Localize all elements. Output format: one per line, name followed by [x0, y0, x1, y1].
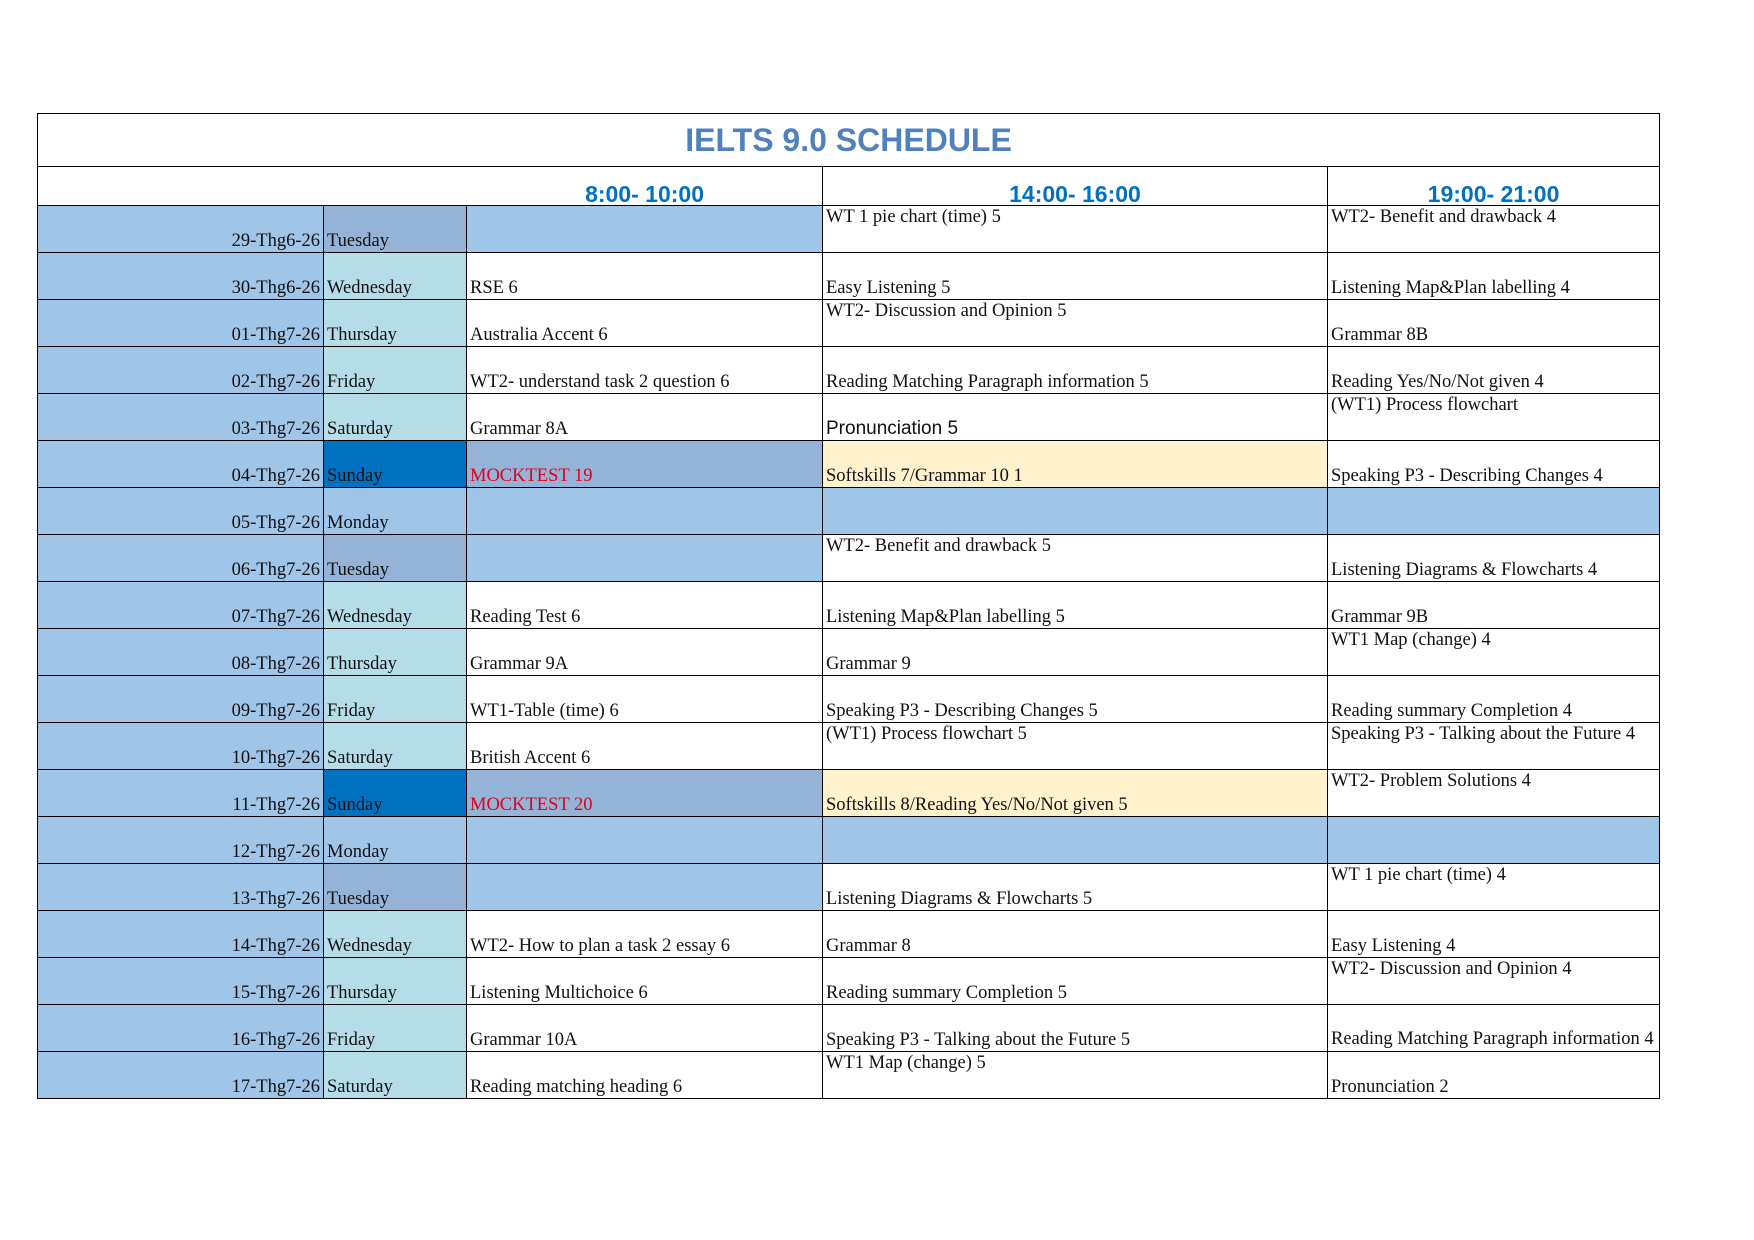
weekday-cell: Thursday	[324, 300, 467, 347]
session-morning	[467, 817, 823, 864]
session-morning: British Accent 6	[467, 723, 823, 770]
session-evening: Pronunciation 2	[1328, 1052, 1660, 1099]
weekday-cell: Tuesday	[324, 206, 467, 253]
session-morning: Reading matching heading 6	[467, 1052, 823, 1099]
date-cell: 15-Thg7-26	[38, 958, 324, 1005]
date-cell: 16-Thg7-26	[38, 1005, 324, 1052]
session-evening: Reading summary Completion 4	[1328, 676, 1660, 723]
schedule-row	[38, 394, 1660, 441]
schedule-body	[38, 114, 1660, 1099]
schedule-row	[38, 676, 1660, 723]
session-morning: MOCKTEST 20	[467, 770, 823, 817]
date-cell: 06-Thg7-26	[38, 535, 324, 582]
schedule-row	[38, 723, 1660, 770]
session-evening: Listening Map&Plan labelling 4	[1328, 253, 1660, 300]
session-morning: Reading Test 6	[467, 582, 823, 629]
weekday-cell: Sunday	[324, 770, 467, 817]
session-morning: WT1-Table (time) 6	[467, 676, 823, 723]
session-evening: Grammar 8B	[1328, 300, 1660, 347]
date-cell: 09-Thg7-26	[38, 676, 324, 723]
schedule-row	[38, 347, 1660, 394]
session-afternoon: WT2- Benefit and drawback 5	[823, 535, 1328, 582]
session-evening: WT 1 pie chart (time) 4	[1328, 864, 1660, 911]
session-evening: WT2- Problem Solutions 4	[1328, 770, 1660, 817]
session-afternoon: WT1 Map (change) 5	[823, 1052, 1328, 1099]
session-evening: Listening Diagrams & Flowcharts 4	[1328, 535, 1660, 582]
schedule-row	[38, 958, 1660, 1005]
session-afternoon: Reading Matching Paragraph information 5	[823, 347, 1328, 394]
slot-header-morning: 8:00- 10:00	[38, 167, 823, 206]
schedule-row	[38, 253, 1660, 300]
session-morning	[467, 535, 823, 582]
slot-header-evening: 19:00- 21:00	[1328, 167, 1660, 206]
session-evening: (WT1) Process flowchart	[1328, 394, 1660, 441]
session-morning	[467, 206, 823, 253]
session-evening: Speaking P3 - Talking about the Future 4	[1328, 723, 1660, 770]
date-cell: 04-Thg7-26	[38, 441, 324, 488]
session-morning	[467, 864, 823, 911]
date-cell: 05-Thg7-26	[38, 488, 324, 535]
weekday-cell: Friday	[324, 1005, 467, 1052]
title-row	[38, 114, 1660, 167]
session-afternoon	[823, 488, 1328, 535]
date-cell: 14-Thg7-26	[38, 911, 324, 958]
session-evening: Speaking P3 - Describing Changes 4	[1328, 441, 1660, 488]
session-afternoon: Speaking P3 - Talking about the Future 5	[823, 1005, 1328, 1052]
session-evening: WT2- Discussion and Opinion 4	[1328, 958, 1660, 1005]
session-evening: Reading Matching Paragraph information 4	[1328, 1005, 1660, 1052]
session-morning	[467, 488, 823, 535]
weekday-cell: Saturday	[324, 394, 467, 441]
session-afternoon: WT2- Discussion and Opinion 5	[823, 300, 1328, 347]
schedule-row	[38, 535, 1660, 582]
session-afternoon: Grammar 9	[823, 629, 1328, 676]
schedule-title: IELTS 9.0 SCHEDULE	[38, 114, 1660, 167]
session-evening: Reading Yes/No/Not given 4	[1328, 347, 1660, 394]
session-morning: WT2- How to plan a task 2 essay 6	[467, 911, 823, 958]
session-morning: MOCKTEST 19	[467, 441, 823, 488]
weekday-cell: Tuesday	[324, 535, 467, 582]
weekday-cell: Sunday	[324, 441, 467, 488]
date-cell: 29-Thg6-26	[38, 206, 324, 253]
weekday-cell: Thursday	[324, 958, 467, 1005]
session-afternoon: Listening Diagrams & Flowcharts 5	[823, 864, 1328, 911]
date-cell: 02-Thg7-26	[38, 347, 324, 394]
schedule-row	[38, 206, 1660, 253]
session-morning: Grammar 9A	[467, 629, 823, 676]
weekday-cell: Monday	[324, 488, 467, 535]
schedule-row	[38, 488, 1660, 535]
date-cell: 12-Thg7-26	[38, 817, 324, 864]
session-afternoon: (WT1) Process flowchart 5	[823, 723, 1328, 770]
schedule-row	[38, 1005, 1660, 1052]
session-morning: Australia Accent 6	[467, 300, 823, 347]
schedule-row	[38, 582, 1660, 629]
session-morning: RSE 6	[467, 253, 823, 300]
weekday-cell: Saturday	[324, 723, 467, 770]
weekday-cell: Wednesday	[324, 911, 467, 958]
session-afternoon: Pronunciation 5	[823, 394, 1328, 441]
schedule-row	[38, 770, 1660, 817]
schedule-row	[38, 911, 1660, 958]
weekday-cell: Wednesday	[324, 582, 467, 629]
session-evening: Easy Listening 4	[1328, 911, 1660, 958]
slot-header-afternoon: 14:00- 16:00	[823, 167, 1328, 206]
session-evening: Grammar 9B	[1328, 582, 1660, 629]
schedule-row	[38, 864, 1660, 911]
session-evening	[1328, 817, 1660, 864]
session-afternoon: Speaking P3 - Describing Changes 5	[823, 676, 1328, 723]
weekday-cell: Tuesday	[324, 864, 467, 911]
schedule-row	[38, 629, 1660, 676]
date-cell: 08-Thg7-26	[38, 629, 324, 676]
session-afternoon: WT 1 pie chart (time) 5	[823, 206, 1328, 253]
session-afternoon: Listening Map&Plan labelling 5	[823, 582, 1328, 629]
schedule-row	[38, 441, 1660, 488]
weekday-cell: Thursday	[324, 629, 467, 676]
schedule-row	[38, 817, 1660, 864]
weekday-cell: Saturday	[324, 1052, 467, 1099]
weekday-cell: Monday	[324, 817, 467, 864]
date-cell: 17-Thg7-26	[38, 1052, 324, 1099]
session-morning: Grammar 8A	[467, 394, 823, 441]
session-afternoon	[823, 817, 1328, 864]
session-afternoon: Softskills 7/Grammar 10 1	[823, 441, 1328, 488]
session-afternoon: Softskills 8/Reading Yes/No/Not given 5	[823, 770, 1328, 817]
date-cell: 10-Thg7-26	[38, 723, 324, 770]
date-cell: 01-Thg7-26	[38, 300, 324, 347]
date-cell: 03-Thg7-26	[38, 394, 324, 441]
session-morning: Listening Multichoice 6	[467, 958, 823, 1005]
date-cell: 13-Thg7-26	[38, 864, 324, 911]
session-evening	[1328, 488, 1660, 535]
weekday-cell: Wednesday	[324, 253, 467, 300]
weekday-cell: Friday	[324, 347, 467, 394]
session-afternoon: Grammar 8	[823, 911, 1328, 958]
date-cell: 30-Thg6-26	[38, 253, 324, 300]
schedule-row	[38, 300, 1660, 347]
schedule-table	[37, 113, 1660, 1099]
session-morning: WT2- understand task 2 question 6	[467, 347, 823, 394]
header-row	[38, 167, 1660, 206]
session-afternoon: Reading summary Completion 5	[823, 958, 1328, 1005]
session-afternoon: Easy Listening 5	[823, 253, 1328, 300]
date-cell: 11-Thg7-26	[38, 770, 324, 817]
weekday-cell: Friday	[324, 676, 467, 723]
schedule-row	[38, 1052, 1660, 1099]
session-evening: WT1 Map (change) 4	[1328, 629, 1660, 676]
session-evening: WT2- Benefit and drawback 4	[1328, 206, 1660, 253]
session-morning: Grammar 10A	[467, 1005, 823, 1052]
date-cell: 07-Thg7-26	[38, 582, 324, 629]
